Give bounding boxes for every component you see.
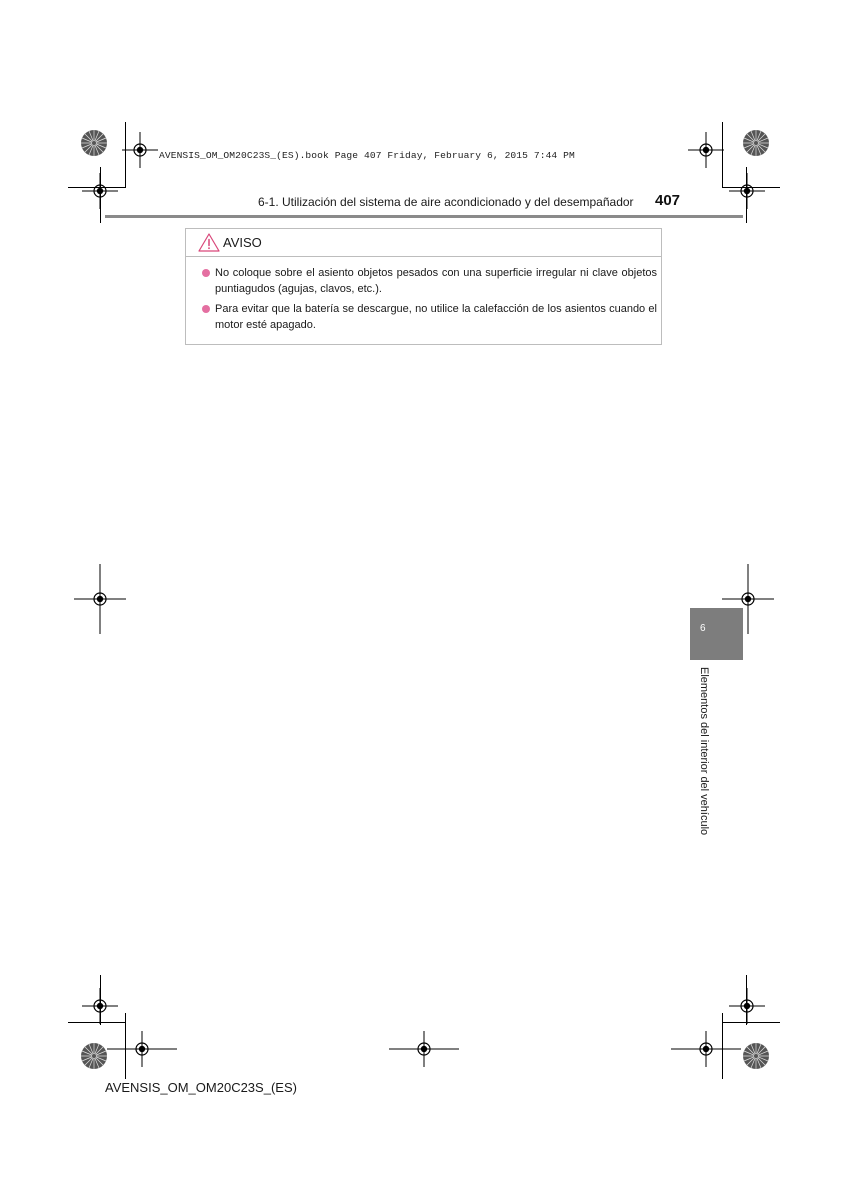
warning-header: [186, 229, 661, 257]
registration-mark-icon: [729, 173, 765, 209]
warning-item-text: Para evitar que la batería se descargue, no utilice la calefacción de los asientos cuando el motor esté apagado.: [215, 303, 657, 331]
warning-triangle-icon: [198, 233, 220, 252]
warning-box: [185, 228, 662, 345]
warning-item: [202, 265, 657, 297]
starburst-mark-icon: [742, 1042, 770, 1070]
registration-mark-icon: [688, 132, 724, 168]
bullet-icon: [202, 305, 210, 313]
page-number: 407: [655, 192, 681, 209]
registration-mark-icon: [82, 173, 118, 209]
starburst-mark-icon: [80, 129, 108, 157]
warning-title: AVISO: [223, 235, 262, 250]
footer-label: AVENSIS_OM_OM20C23S_(ES): [105, 1080, 297, 1095]
bullet-icon: [202, 269, 210, 277]
warning-item: [202, 301, 657, 333]
header-rule: [105, 215, 743, 218]
chapter-tab: [690, 608, 743, 660]
registration-mark-icon: [122, 132, 158, 168]
starburst-mark-icon: [80, 1042, 108, 1070]
registration-mark-icon: [107, 1031, 177, 1067]
registration-mark-icon: [729, 988, 765, 1024]
section-title: 6-1. Utilización del sistema de aire acondicionado y del desempañador: [258, 195, 634, 209]
registration-mark-icon: [389, 1031, 459, 1067]
registration-mark-icon: [74, 564, 126, 634]
registration-mark-icon: [671, 1031, 741, 1067]
print-info: AVENSIS_OM_OM20C23S_(ES).book Page 407 Friday, February 6, 2015 7:44 PM: [159, 150, 575, 161]
warning-item-text: No coloque sobre el asiento objetos pesados con una superficie irregular ni clave objetos puntiagudos (agujas, clavos, etc.).: [215, 267, 657, 295]
chapter-number: 6: [700, 623, 706, 634]
chapter-label: Elementos del interior del vehículo: [698, 667, 710, 836]
registration-mark-icon: [82, 988, 118, 1024]
starburst-mark-icon: [742, 129, 770, 157]
